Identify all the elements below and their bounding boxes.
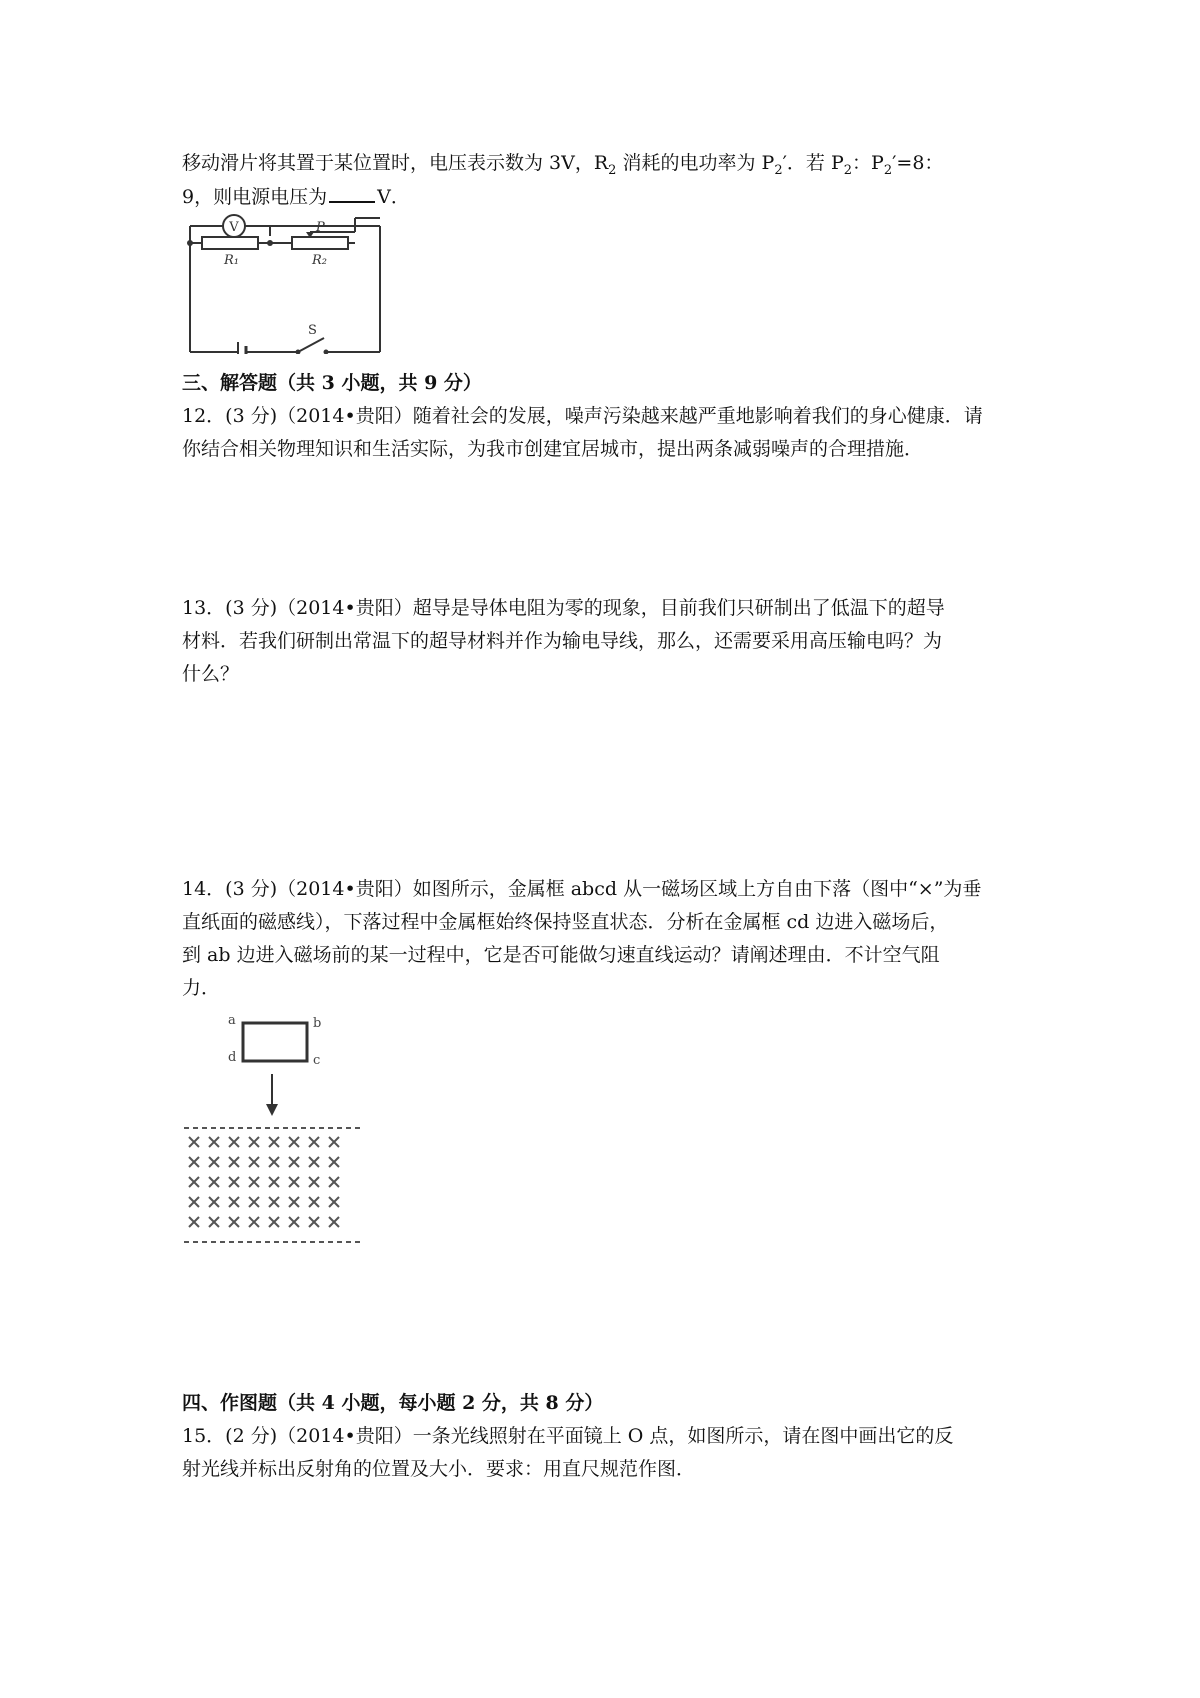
resistor-r1 bbox=[202, 237, 258, 249]
switch-label: S bbox=[308, 323, 317, 338]
q12-line1: 12．(3 分)（2014•贵阳）随着社会的发展，噪声污染越来越严重地影响着我们的身心健康．请 bbox=[182, 405, 983, 427]
corner-b-label: b bbox=[313, 1016, 322, 1031]
answer-blank[interactable] bbox=[329, 183, 375, 203]
q13-line1: 13．(3 分)（2014•贵阳）超导是导体电阻为零的现象，目前我们只研制出了低温下的超导 bbox=[182, 597, 945, 619]
resistor-r2 bbox=[292, 237, 348, 249]
q14-line4: 力． bbox=[182, 977, 221, 999]
q11-text-line2: 9，则电源电压为 V． bbox=[182, 183, 410, 210]
q12-line2: 你结合相关物理知识和生活实际，为我市创建宜居城市，提出两条减弱噪声的合理措施． bbox=[182, 438, 924, 460]
q13-line2: 材料．若我们研制出常温下的超导材料并作为输电导线，那么，还需要采用高压输电吗？为 bbox=[182, 630, 943, 652]
voltmeter-label: V bbox=[229, 220, 239, 235]
q15-line1: 15．(2 分)（2014•贵阳）一条光线照射在平面镜上 O 点，如图所示，请在图中画出它的反 bbox=[182, 1425, 954, 1447]
corner-d-label: d bbox=[228, 1050, 237, 1065]
q15-line2: 射光线并标出反射角的位置及大小．要求：用直尺规范作图． bbox=[182, 1458, 696, 1480]
r2-label: R₂ bbox=[312, 253, 327, 268]
section3-heading: 三、解答题（共 3 小题，共 9 分） bbox=[182, 372, 482, 394]
q14-line3: 到 ab 边进入磁场前的某一过程中，它是否可能做匀速直线运动？请阐述理由．不计空气阻 bbox=[182, 944, 940, 966]
q11-text-line1: 移动滑片将其置于某位置时，电压表示数为 3V，$R_2$ 消耗的电功率为 $P_2'$．若 $P_2$：$P_2'=8$： bbox=[182, 152, 944, 178]
metal-frame bbox=[243, 1023, 307, 1061]
circuit-diagram bbox=[180, 214, 390, 354]
r1-label: R₁ bbox=[224, 253, 239, 268]
switch-symbol bbox=[298, 338, 324, 352]
corner-c-label: c bbox=[313, 1053, 321, 1068]
magnetic-field-crosses bbox=[189, 1137, 339, 1227]
q13-line3: 什么？ bbox=[182, 663, 240, 685]
corner-a-label: a bbox=[228, 1013, 236, 1028]
frame-magnetic-field-diagram bbox=[180, 1008, 370, 1248]
section4-heading: 四、作图题（共 4 小题，每小题 2 分，共 8 分） bbox=[182, 1392, 604, 1414]
q14-line2: 直纸面的磁感线），下落过程中金属框始终保持竖直状态．分析在金属框 cd 边进入磁场后， bbox=[182, 911, 949, 933]
slider-label: P bbox=[316, 220, 325, 235]
q14-line1: 14．(3 分)（2014•贵阳）如图所示，金属框 abcd 从一磁场区域上方自由下落（图中“×”为垂 bbox=[182, 878, 982, 900]
